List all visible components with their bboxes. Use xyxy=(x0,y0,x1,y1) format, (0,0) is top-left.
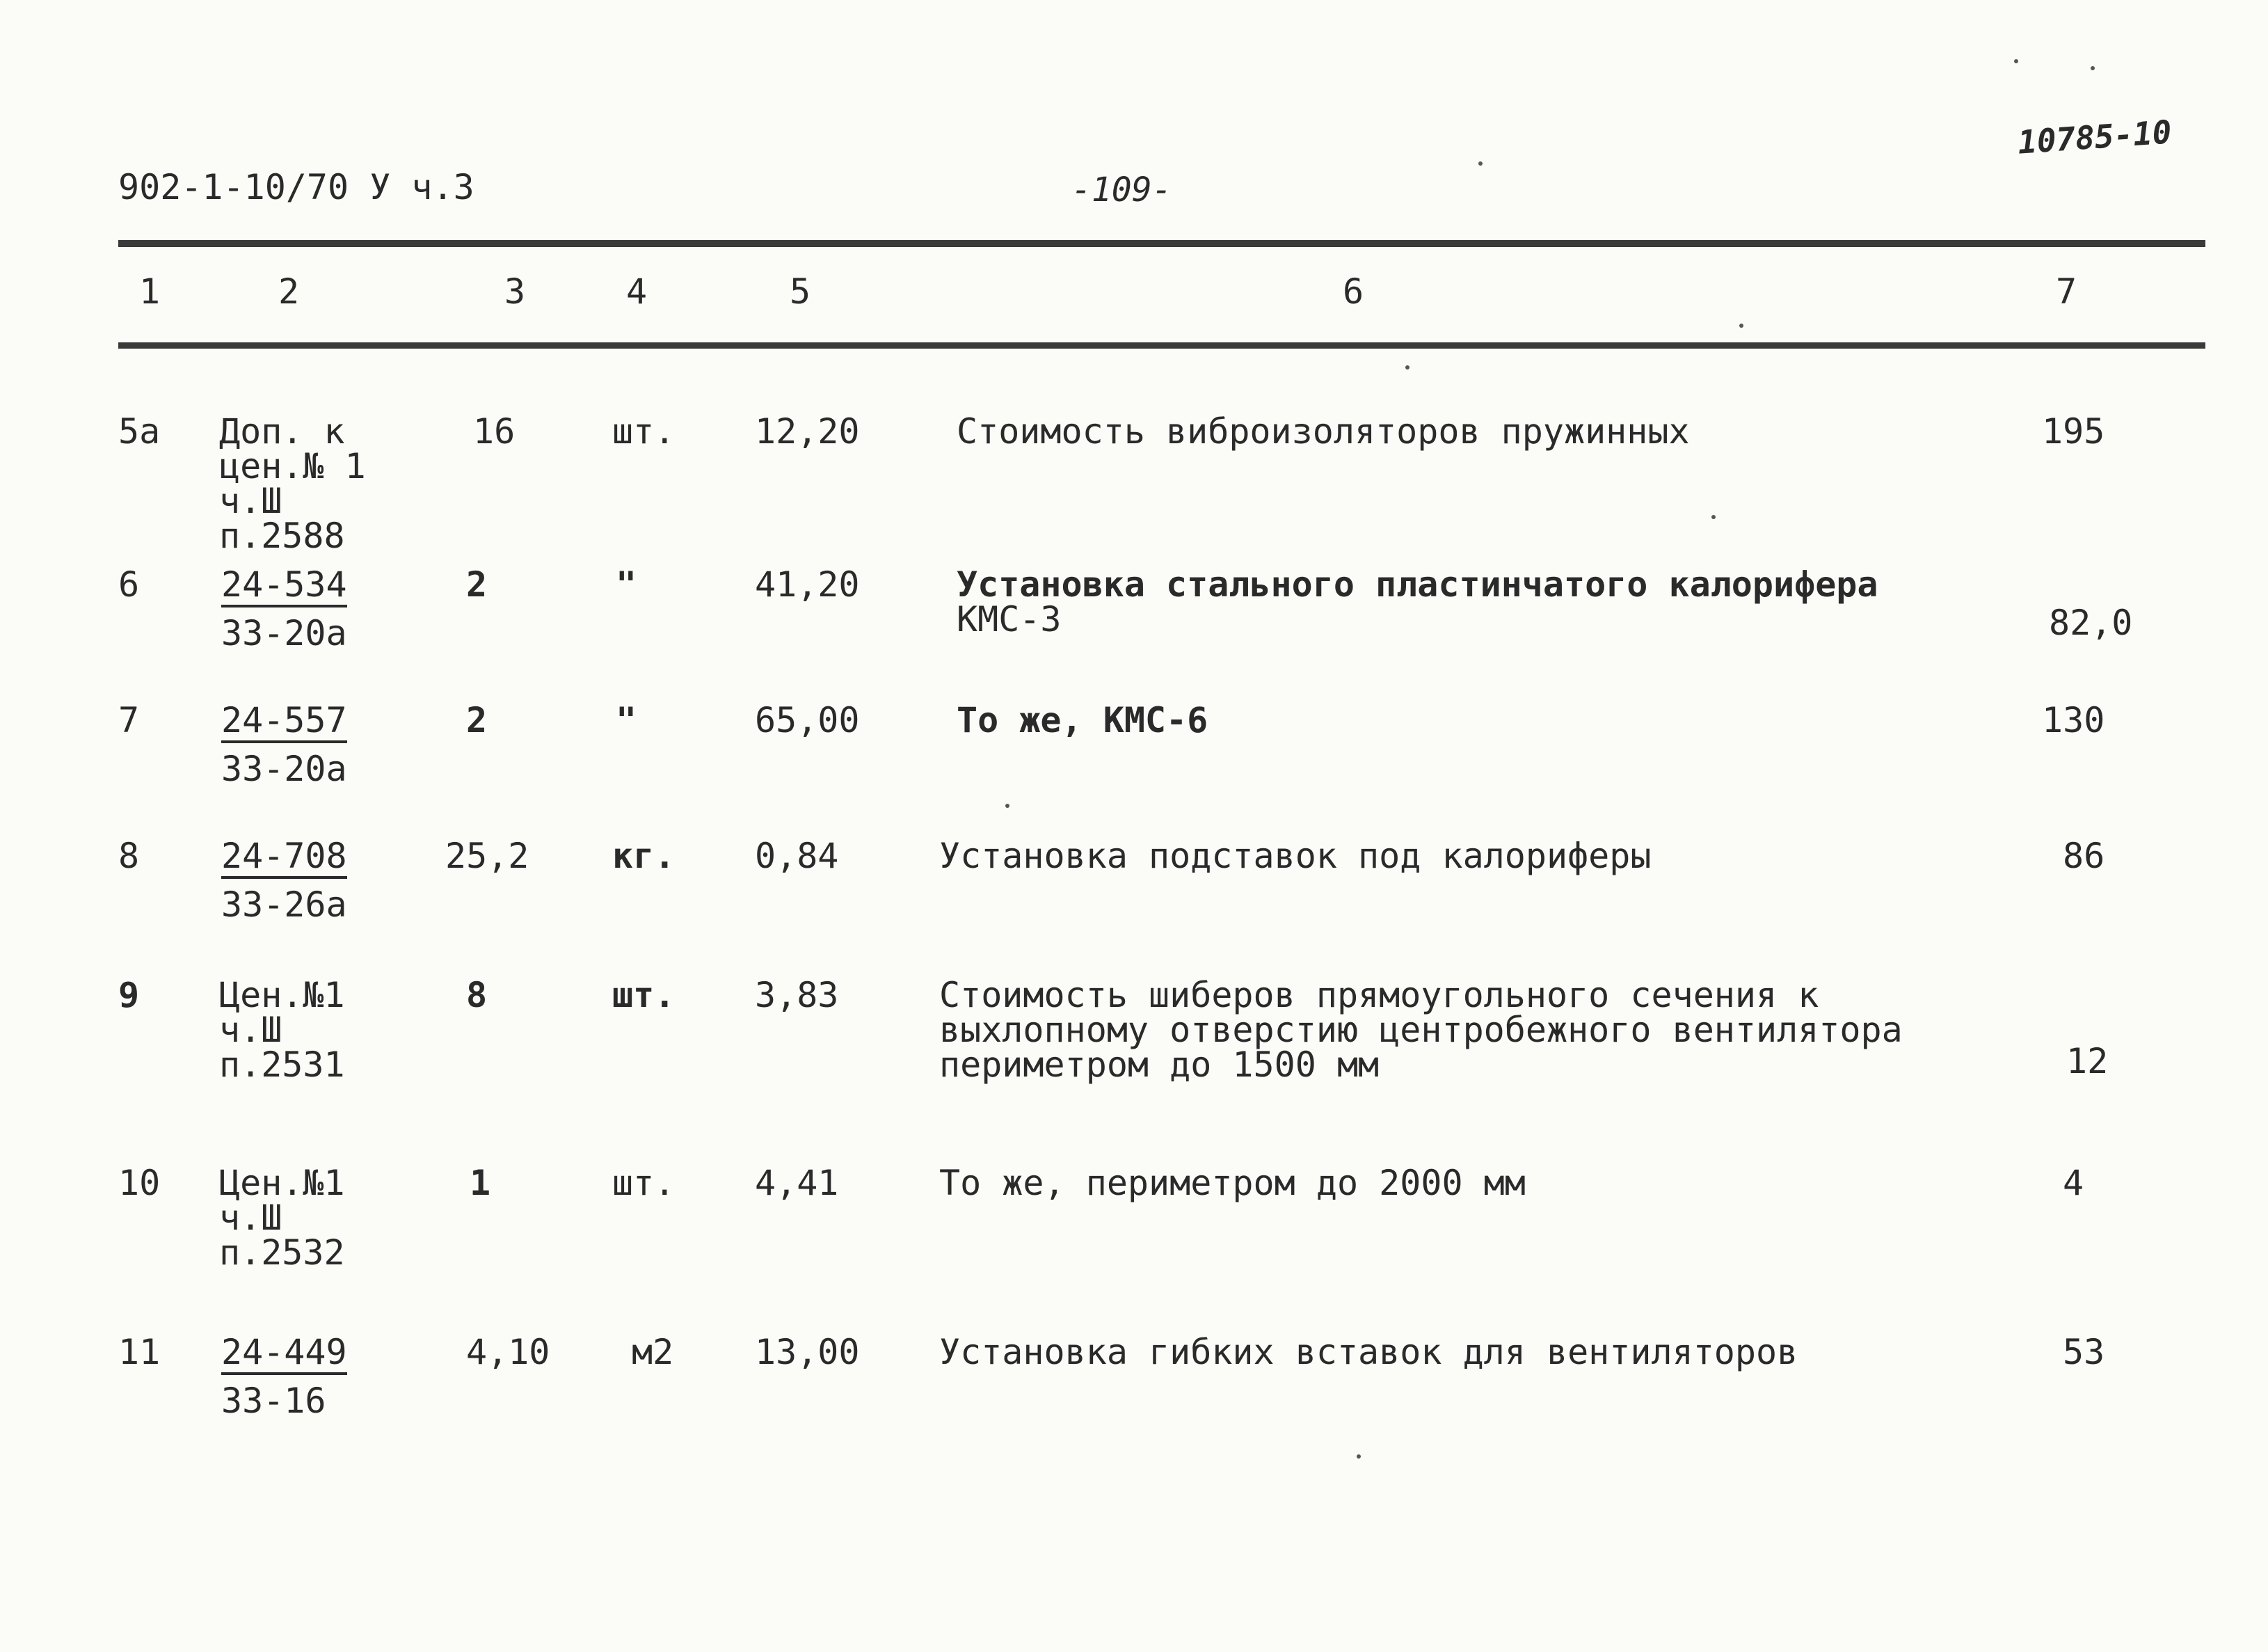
description-line: Установка подставок под калориферы xyxy=(939,836,1652,876)
row-number: 11 xyxy=(118,1332,161,1372)
price-code-line: ч.Ш xyxy=(219,1198,282,1238)
document-code: 902-1-10/70 У ч.3 xyxy=(118,167,474,207)
description xyxy=(957,564,1878,640)
column-header-4: 4 xyxy=(626,271,648,312)
table-top-rule xyxy=(118,240,2205,247)
price-code-top: 24-449 xyxy=(221,1335,347,1375)
price-code xyxy=(221,1332,347,1421)
total: 53 xyxy=(2063,1332,2105,1372)
row-number: 8 xyxy=(118,836,140,876)
price-code-line: цен.№ 1 xyxy=(219,446,366,486)
row-number: 5а xyxy=(118,411,161,452)
quantity: 4,10 xyxy=(466,1332,550,1372)
unit: " xyxy=(616,564,637,605)
description xyxy=(957,700,1208,740)
price-code xyxy=(221,700,347,789)
scan-speck xyxy=(1357,1454,1361,1459)
unit-price: 13,00 xyxy=(755,1332,860,1372)
scan-speck xyxy=(1405,365,1409,370)
price-code xyxy=(219,1163,345,1273)
scan-speck xyxy=(1739,324,1743,328)
price-code xyxy=(221,564,347,653)
total: 4 xyxy=(2063,1163,2084,1203)
price-code-line: ч.Ш xyxy=(219,1010,282,1050)
unit-price: 65,00 xyxy=(755,700,860,740)
unit: м2 xyxy=(632,1332,674,1372)
price-code-bottom: 33-20а xyxy=(221,749,347,789)
scan-speck xyxy=(2014,59,2018,63)
unit: шт. xyxy=(612,1163,676,1203)
column-header-7: 7 xyxy=(2056,271,2077,312)
description xyxy=(939,1163,1526,1203)
quantity: 2 xyxy=(466,564,488,605)
quantity: 8 xyxy=(466,975,488,1015)
unit: шт. xyxy=(612,975,676,1015)
unit-price: 12,20 xyxy=(755,411,860,452)
price-code xyxy=(219,411,366,556)
total: 82,0 xyxy=(2049,603,2133,643)
quantity: 25,2 xyxy=(445,836,529,876)
price-code-bottom: 33-16 xyxy=(221,1381,326,1421)
price-code-top: 24-534 xyxy=(221,567,347,607)
unit-price: 3,83 xyxy=(755,975,839,1015)
column-header-3: 3 xyxy=(504,271,526,312)
total: 86 xyxy=(2063,836,2105,876)
description xyxy=(939,975,1903,1085)
row-number: 7 xyxy=(118,700,140,740)
quantity: 16 xyxy=(473,411,516,452)
unit: шт. xyxy=(612,411,676,452)
unit-price: 0,84 xyxy=(755,836,839,876)
price-code-line: п.2531 xyxy=(219,1045,345,1085)
price-code xyxy=(221,836,347,925)
description-line: Установка стального пластинчатого калорифера xyxy=(957,564,1878,605)
scan-speck xyxy=(1005,804,1009,808)
price-code-line: ч.Ш xyxy=(219,481,282,521)
column-header-5: 5 xyxy=(790,271,811,312)
description xyxy=(939,1332,1798,1372)
price-code-line: п.2588 xyxy=(219,516,345,556)
unit-price: 41,20 xyxy=(755,564,860,605)
unit: " xyxy=(616,700,637,740)
description-line: Установка гибких вставок для вентиляторов xyxy=(939,1332,1798,1372)
price-code-line: п.2532 xyxy=(219,1232,345,1273)
description xyxy=(957,411,1690,452)
quantity: 2 xyxy=(466,700,488,740)
description xyxy=(939,836,1652,876)
description-line: То же, периметром до 2000 мм xyxy=(939,1163,1526,1203)
row-number: 9 xyxy=(118,975,140,1015)
price-code-top: 24-708 xyxy=(221,839,347,879)
table-header-rule xyxy=(118,342,2205,349)
price-code-line: Доп. к xyxy=(219,411,345,452)
quantity: 1 xyxy=(470,1163,491,1203)
row-number: 10 xyxy=(118,1163,161,1203)
price-code-line: Цен.№1 xyxy=(219,975,345,1015)
price-code-bottom: 33-20а xyxy=(221,613,347,653)
scan-speck xyxy=(1711,515,1716,519)
total: 195 xyxy=(2042,411,2105,452)
row-number: 6 xyxy=(118,564,140,605)
description-line: Стоимость виброизоляторов пружинных xyxy=(957,411,1690,452)
description-line: выхлопному отверстию центробежного вентилятора xyxy=(939,1010,1903,1050)
archive-number: 10785-10 xyxy=(2016,113,2173,161)
description-line: Стоимость шиберов прямоугольного сечения к xyxy=(939,975,1819,1015)
price-code-line: Цен.№1 xyxy=(219,1163,345,1203)
column-header-1: 1 xyxy=(139,271,161,312)
column-header-2: 2 xyxy=(278,271,300,312)
page-number: -109- xyxy=(1071,170,1172,209)
total: 12 xyxy=(2066,1041,2109,1081)
unit: кг. xyxy=(612,836,676,876)
total: 130 xyxy=(2042,700,2105,740)
unit-price: 4,41 xyxy=(755,1163,839,1203)
scan-speck xyxy=(2091,66,2095,70)
price-code-bottom: 33-26а xyxy=(221,884,347,925)
price-code xyxy=(219,975,345,1085)
description-line: То же, КМС-6 xyxy=(957,700,1208,740)
scan-speck xyxy=(1478,161,1483,166)
price-code-top: 24-557 xyxy=(221,703,347,743)
description-line: периметром до 1500 мм xyxy=(939,1045,1380,1085)
column-header-6: 6 xyxy=(1343,271,1364,312)
description-line: КМС-3 xyxy=(957,599,1062,640)
